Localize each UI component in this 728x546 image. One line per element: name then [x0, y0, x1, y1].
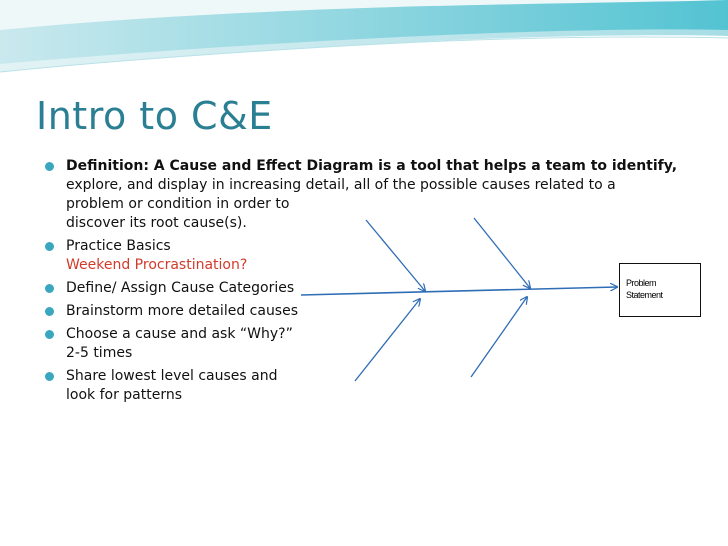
- fishbone-rib-lower-left: [355, 299, 420, 381]
- problem-label-line: Statement: [626, 290, 663, 300]
- fishbone-rib-upper-left: [366, 220, 425, 291]
- bullet-text: Share lowest level causes and: [66, 368, 278, 384]
- bullet-text: Define/ Assign Cause Categories: [66, 280, 295, 296]
- problem-statement-label: [626, 277, 663, 301]
- bullet-text: problem or condition in order to: [66, 196, 290, 212]
- bullet-text: 2-5 times: [66, 345, 133, 361]
- bullet-text: explore, and display in increasing detail, all of the possible causes related to a: [66, 177, 616, 193]
- slide-title: Intro to C&E: [36, 94, 273, 138]
- problem-label-line: Problem: [626, 278, 657, 288]
- bullet-text: Practice Basics: [66, 238, 171, 254]
- bullet-text: look for patterns: [66, 387, 183, 403]
- bullet-highlight-text: Weekend Procrastination?: [66, 257, 248, 273]
- bullet-text: discover its root cause(s).: [66, 215, 247, 231]
- bullet-text: Choose a cause and ask “Why?”: [66, 326, 293, 342]
- bullet-text: Definition: A Cause and Effect Diagram is a tool that helps a team to identify,: [66, 158, 678, 174]
- bullet-text: Brainstorm more detailed causes: [66, 303, 299, 319]
- fishbone-spine: [301, 287, 617, 295]
- fishbone-rib-upper-right: [474, 218, 530, 288]
- problem-statement-box: [619, 263, 701, 317]
- fishbone-rib-lower-right: [471, 297, 527, 377]
